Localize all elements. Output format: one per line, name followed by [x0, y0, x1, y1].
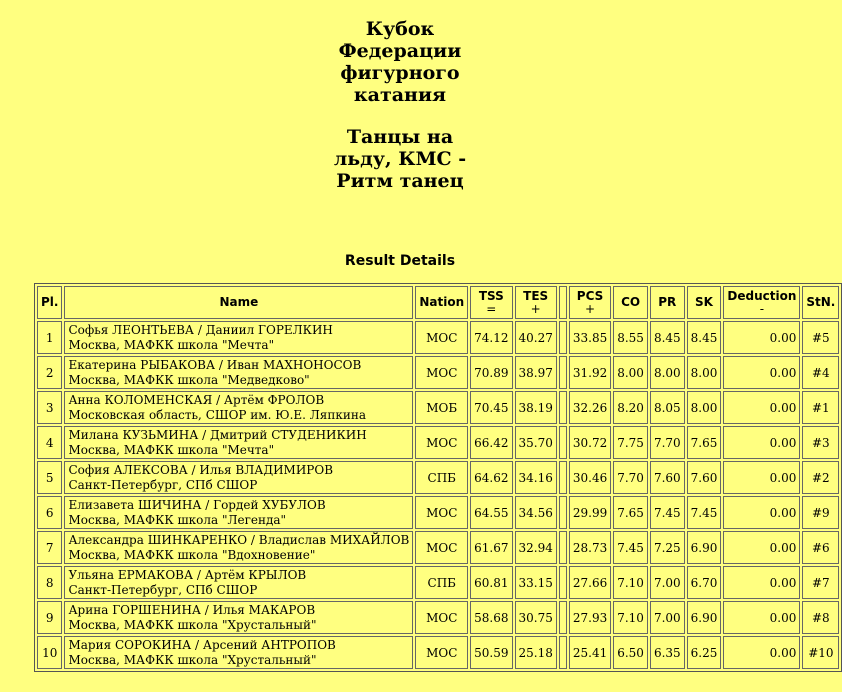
col-start-number: StN. — [802, 286, 839, 319]
table-row — [37, 496, 839, 529]
col-deduction — [723, 286, 800, 319]
results-body — [37, 321, 839, 669]
event-title: Кубок Федерации фигурного катания — [338, 18, 462, 106]
start-number-cell: #4 — [802, 356, 839, 389]
name-cell — [64, 461, 413, 494]
table-row — [37, 566, 839, 599]
results-table — [34, 283, 842, 672]
table-row — [37, 531, 839, 564]
couple-names: Ульяна ЕРМАКОВА / Артём КРЫЛОВ — [68, 567, 307, 582]
col-pcs-sub: + — [585, 301, 596, 316]
name-cell — [64, 496, 413, 529]
co-cell: 7.75 — [613, 426, 648, 459]
name-cell — [64, 601, 413, 634]
couple-names: Софья ЛЕОНТЬЕВА / Даниил ГОРЕЛКИН — [68, 322, 333, 337]
club-name: Московская область, СШОР им. Ю.Е. Ляпкина — [68, 407, 367, 422]
pr-cell: 7.00 — [650, 566, 685, 599]
tss-cell: 61.67 — [470, 531, 512, 564]
tss-cell: 66.42 — [470, 426, 512, 459]
tss-cell: 50.59 — [470, 636, 512, 669]
nation-cell: МОС — [415, 496, 468, 529]
table-row — [37, 636, 839, 669]
co-cell: 7.70 — [613, 461, 648, 494]
sk-cell: 7.60 — [687, 461, 722, 494]
couple-names: София АЛЕКСОВА / Илья ВЛАДИМИРОВ — [68, 462, 334, 477]
club-name: Санкт-Петербург, СПб СШОР — [68, 582, 258, 597]
deduction-cell: 0.00 — [723, 496, 800, 529]
co-cell: 8.55 — [613, 321, 648, 354]
separator-cell — [559, 566, 567, 599]
separator-cell — [559, 356, 567, 389]
nation-cell: МОС — [415, 356, 468, 389]
start-number-cell: #6 — [802, 531, 839, 564]
tes-cell: 30.75 — [515, 601, 557, 634]
separator-cell — [559, 496, 567, 529]
co-cell: 8.00 — [613, 356, 648, 389]
table-row — [37, 356, 839, 389]
name-cell — [64, 426, 413, 459]
place-cell: 5 — [37, 461, 62, 494]
start-number-cell: #1 — [802, 391, 839, 424]
sk-cell: 6.70 — [687, 566, 722, 599]
name-cell — [64, 321, 413, 354]
pr-cell: 7.25 — [650, 531, 685, 564]
table-row — [37, 426, 839, 459]
pcs-cell: 32.26 — [569, 391, 611, 424]
club-name: Москва, МАФКК школа "Хрустальный" — [68, 652, 317, 667]
club-name: Санкт-Петербург, СПб СШОР — [68, 477, 258, 492]
tes-cell: 32.94 — [515, 531, 557, 564]
co-cell: 8.20 — [613, 391, 648, 424]
tes-cell: 25.18 — [515, 636, 557, 669]
separator-cell — [559, 426, 567, 459]
nation-cell: МОС — [415, 426, 468, 459]
tss-cell: 58.68 — [470, 601, 512, 634]
co-cell: 7.10 — [613, 601, 648, 634]
col-tes — [515, 286, 557, 319]
pcs-cell: 33.85 — [569, 321, 611, 354]
sk-cell: 7.65 — [687, 426, 722, 459]
nation-cell: МОС — [415, 601, 468, 634]
pr-cell: 7.00 — [650, 601, 685, 634]
name-cell — [64, 566, 413, 599]
club-name: Москва, МАФКК школа "Вдохновение" — [68, 547, 316, 562]
nation-cell: МОС — [415, 321, 468, 354]
co-cell: 7.45 — [613, 531, 648, 564]
col-tss-sub: = — [486, 301, 497, 316]
col-tss-label: TSS — [478, 288, 504, 303]
pr-cell: 8.45 — [650, 321, 685, 354]
sk-cell: 7.45 — [687, 496, 722, 529]
col-pcs — [569, 286, 611, 319]
pr-cell: 8.05 — [650, 391, 685, 424]
col-tss — [470, 286, 512, 319]
separator-cell — [559, 636, 567, 669]
category-title: Танцы на льду, КМС - Ритм танец — [333, 126, 467, 192]
deduction-cell: 0.00 — [723, 636, 800, 669]
sk-cell: 6.25 — [687, 636, 722, 669]
sk-cell: 6.90 — [687, 531, 722, 564]
tes-cell: 35.70 — [515, 426, 557, 459]
separator-cell — [559, 531, 567, 564]
pcs-cell: 25.41 — [569, 636, 611, 669]
place-cell: 3 — [37, 391, 62, 424]
tes-cell: 40.27 — [515, 321, 557, 354]
pr-cell: 8.00 — [650, 356, 685, 389]
start-number-cell: #7 — [802, 566, 839, 599]
nation-cell: МОБ — [415, 391, 468, 424]
col-deduction-label: Deduction — [727, 288, 797, 303]
nation-cell: МОС — [415, 531, 468, 564]
couple-names: Арина ГОРШЕНИНА / Илья МАКАРОВ — [68, 602, 316, 617]
sk-cell: 6.90 — [687, 601, 722, 634]
couple-names: Александра ШИНКАРЕНКО / Владислав МИХАЙЛОВ — [68, 532, 410, 547]
col-pr: PR — [650, 286, 685, 319]
col-sk: SK — [687, 286, 722, 319]
table-row — [37, 601, 839, 634]
separator-cell — [559, 461, 567, 494]
sk-cell: 8.00 — [687, 356, 722, 389]
pcs-cell: 31.92 — [569, 356, 611, 389]
tes-cell: 38.97 — [515, 356, 557, 389]
place-cell: 7 — [37, 531, 62, 564]
pcs-cell: 30.46 — [569, 461, 611, 494]
co-cell: 6.50 — [613, 636, 648, 669]
pcs-cell: 28.73 — [569, 531, 611, 564]
tss-cell: 70.89 — [470, 356, 512, 389]
separator-cell — [559, 321, 567, 354]
sk-cell: 8.45 — [687, 321, 722, 354]
pcs-cell: 29.99 — [569, 496, 611, 529]
couple-names: Екатерина РЫБАКОВА / Иван МАХНОНОСОВ — [68, 357, 362, 372]
nation-cell: СПБ — [415, 461, 468, 494]
club-name: Москва, МАФКК школа "Хрустальный" — [68, 617, 317, 632]
name-cell — [64, 531, 413, 564]
tss-cell: 74.12 — [470, 321, 512, 354]
name-cell — [64, 391, 413, 424]
nation-cell: СПБ — [415, 566, 468, 599]
start-number-cell: #10 — [802, 636, 839, 669]
col-tes-sub: + — [530, 301, 541, 316]
table-row — [37, 391, 839, 424]
start-number-cell: #2 — [802, 461, 839, 494]
tes-cell: 34.56 — [515, 496, 557, 529]
club-name: Москва, МАФКК школа "Мечта" — [68, 337, 275, 352]
tss-cell: 64.55 — [470, 496, 512, 529]
col-nation: Nation — [415, 286, 468, 319]
col-deduction-sub: - — [759, 301, 765, 316]
tes-cell: 38.19 — [515, 391, 557, 424]
pr-cell: 7.60 — [650, 461, 685, 494]
pcs-cell: 27.66 — [569, 566, 611, 599]
pcs-cell: 27.93 — [569, 601, 611, 634]
deduction-cell: 0.00 — [723, 356, 800, 389]
name-cell — [64, 356, 413, 389]
col-pcs-label: PCS — [576, 288, 604, 303]
pr-cell: 6.35 — [650, 636, 685, 669]
deduction-cell: 0.00 — [723, 391, 800, 424]
table-row — [37, 461, 839, 494]
tes-cell: 33.15 — [515, 566, 557, 599]
place-cell: 8 — [37, 566, 62, 599]
pcs-cell: 30.72 — [569, 426, 611, 459]
couple-names: Милана КУЗЬМИНА / Дмитрий СТУДЕНИКИН — [68, 427, 367, 442]
pr-cell: 7.45 — [650, 496, 685, 529]
col-separator — [559, 286, 567, 319]
place-cell: 9 — [37, 601, 62, 634]
col-place: Pl. — [37, 286, 62, 319]
club-name: Москва, МАФКК школа "Медведково" — [68, 372, 310, 387]
result-details-heading: Result Details — [344, 253, 456, 269]
co-cell: 7.10 — [613, 566, 648, 599]
start-number-cell: #5 — [802, 321, 839, 354]
tes-cell: 34.16 — [515, 461, 557, 494]
start-number-cell: #8 — [802, 601, 839, 634]
deduction-cell: 0.00 — [723, 461, 800, 494]
table-header-row — [37, 286, 839, 319]
deduction-cell: 0.00 — [723, 426, 800, 459]
tss-cell: 70.45 — [470, 391, 512, 424]
separator-cell — [559, 601, 567, 634]
place-cell: 6 — [37, 496, 62, 529]
nation-cell: МОС — [415, 636, 468, 669]
place-cell: 1 — [37, 321, 62, 354]
col-tes-label: TES — [523, 288, 549, 303]
tss-cell: 64.62 — [470, 461, 512, 494]
place-cell: 2 — [37, 356, 62, 389]
place-cell: 10 — [37, 636, 62, 669]
couple-names: Елизавета ШИЧИНА / Гордей ХУБУЛОВ — [68, 497, 326, 512]
name-cell — [64, 636, 413, 669]
place-cell: 4 — [37, 426, 62, 459]
couple-names: Мария СОРОКИНА / Арсений АНТРОПОВ — [68, 637, 336, 652]
deduction-cell: 0.00 — [723, 531, 800, 564]
club-name: Москва, МАФКК школа "Мечта" — [68, 442, 275, 457]
start-number-cell: #9 — [802, 496, 839, 529]
deduction-cell: 0.00 — [723, 566, 800, 599]
tss-cell: 60.81 — [470, 566, 512, 599]
deduction-cell: 0.00 — [723, 601, 800, 634]
col-name: Name — [64, 286, 413, 319]
start-number-cell: #3 — [802, 426, 839, 459]
sk-cell: 8.00 — [687, 391, 722, 424]
deduction-cell: 0.00 — [723, 321, 800, 354]
table-row — [37, 321, 839, 354]
pr-cell: 7.70 — [650, 426, 685, 459]
club-name: Москва, МАФКК школа "Легенда" — [68, 512, 287, 527]
col-co: CO — [613, 286, 648, 319]
co-cell: 7.65 — [613, 496, 648, 529]
page-title — [320, 18, 480, 192]
couple-names: Анна КОЛОМЕНСКАЯ / Артём ФРОЛОВ — [68, 392, 325, 407]
separator-cell — [559, 391, 567, 424]
